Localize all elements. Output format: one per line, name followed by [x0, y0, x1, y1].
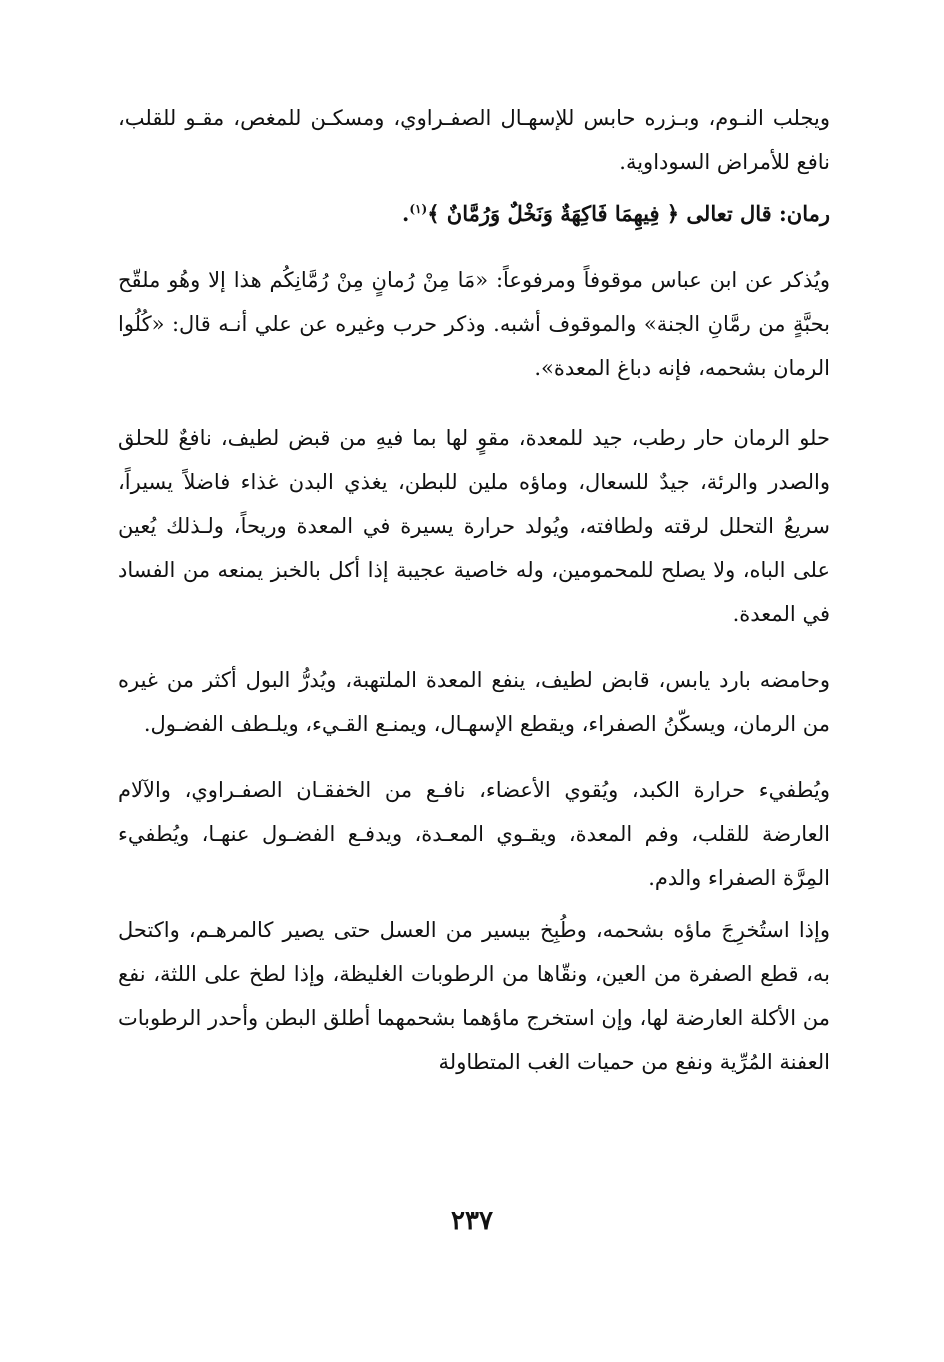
paragraph-juice-preparation: وإذا استُخرِجَ ماؤه بشحمه، وطُبِخ بيسير من العسل حتى يصير كالمرهـم، واكتحل به، قطع الصفرة من العين، ونقّاها من الرطوبات الغليظة، وإذا لطخ على اللثة، نفع من الأكلة العارضة لها، وإن استخرج ماؤهما بشحمهما أطلق البطن وأحدر الرطوبات العفنة المُرِّية ونفع من حميات الغب المتطاولة	[117, 918, 830, 1074]
paragraph-sour-pomegranate: وحامضه بارد يابس، قابض لطيف، ينفع المعدة الملتهبة، ويُدرُّ البول أكثر من غيره من الرمان، ويسكّنُ الصفراء، ويقطع الإسهـال، ويمنـع القـيء، ويلـطف الفضـول.	[118, 668, 830, 736]
paragraph-pomegranate-heading	[118, 192, 830, 236]
paragraph-ibn-abbas-narration: ويُذكر عن ابن عباس موقوفاً ومرفوعاً: «مَا مِنْ رُمانٍ مِنْ رُمَّانِكُم هذا إلا وهُو ملقّح بحبَّةٍ من رمَّانِ الجنة» والموقوف أشبه. وذكر حرب وغيره عن علي أنـه قال: «كُلُوا الرمان بشحمه، فإنه دباغ المعدة».	[118, 268, 830, 380]
quran-verse: قال تعالى ﴿ فِيهِمَا فَاكِهَةٌ وَنَخْلٌ وَرُمَّانٌ ﴾	[427, 201, 780, 226]
footnote-marker: (١)	[409, 202, 428, 216]
paragraph-sweet-pomegranate: حلو الرمان حار رطب، جيد للمعدة، مقوٍ لها بما فيهِ من قبض لطيف، نافعٌ للحلق والصدر والرئة، جيدٌ للسعال، وماؤه ملين للبطن، يغذي البدن غذاء فاضلاً يسيراً، سريعُ التحلل لرقته ولطافته، ويُولد حرارة يسيرة في المعدة وريحاً، ولـذلك يُعين على الباه، ولا يصلح للمحمومين، وله خاصية عجيبة إذا أكل بالخبز يمنعه من الفساد في المعدة.	[118, 426, 830, 626]
book-page-body	[118, 96, 830, 1084]
paragraph-sleep-benefits: ويجلب النـوم، وبـزره حابس للإسهـال الصفـراوي، ومسكـن للمغص، مقـو للقلب، نافع للأمراض السوداوية.	[118, 106, 830, 174]
heading-terminator: .	[402, 201, 410, 226]
entry-label: رمان:	[779, 201, 830, 226]
page-number: ٢٣٧	[451, 1206, 493, 1236]
paragraph-liver-heart-benefits: ويُطفيء حرارة الكبد، ويُقوي الأعضاء، نافـع من الخفقـان الصفـراوي، والآلام العارضة للقلب، وفم المعدة، ويقـوي المعـدة، ويدفـع الفضـول عنهـا، ويُطفيء المِرَّة الصفراء والدم.	[118, 778, 830, 890]
